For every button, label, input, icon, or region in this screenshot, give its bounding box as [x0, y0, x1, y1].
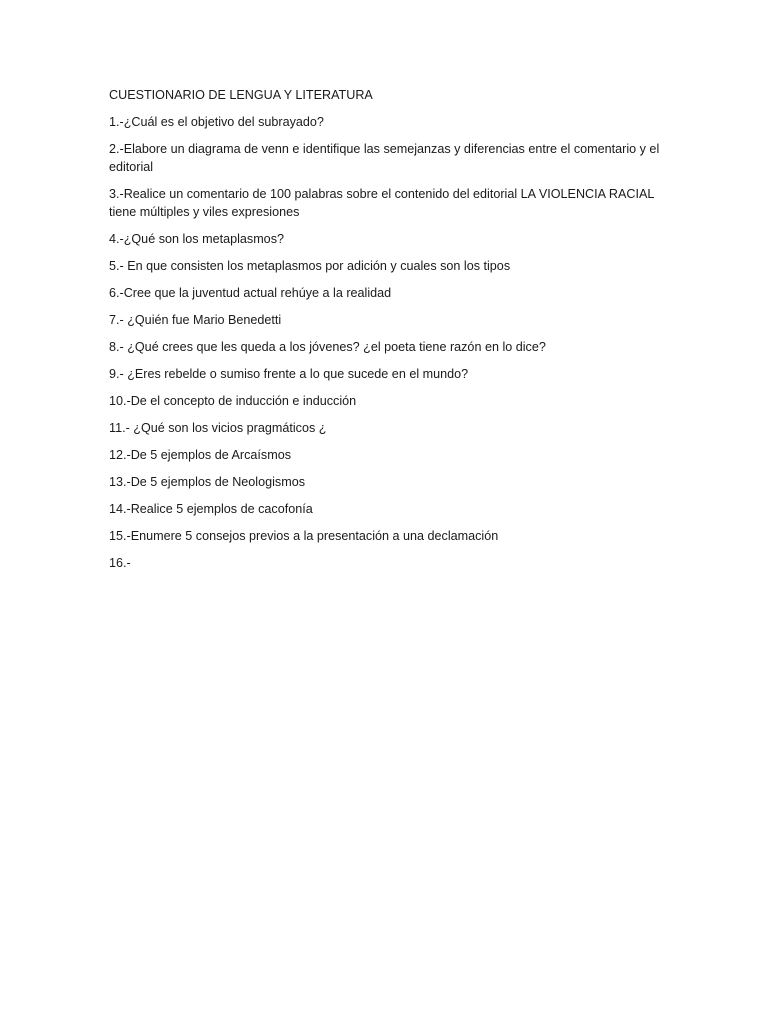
question-7: 7.- ¿Quién fue Mario Benedetti — [109, 313, 282, 327]
question-4: 4.-¿Qué son los metaplasmos? — [109, 232, 284, 246]
question-10: 10.-De el concepto de inducción e inducción — [109, 394, 357, 408]
question-9: 9.- ¿Eres rebelde o sumiso frente a lo que sucede en el mundo? — [109, 367, 469, 381]
question-16: 16.- — [109, 556, 131, 570]
question-5: 5.- En que consisten los metaplasmos por adición y cuales son los tipos — [109, 259, 511, 273]
question-6: 6.-Cree que la juventud actual rehúye a la realidad — [109, 286, 392, 300]
document-content — [109, 86, 669, 581]
question-2: 2.-Elabore un diagrama de venn e identifique las semejanzas y diferencias entre el comentario y el editorial — [109, 142, 660, 174]
question-11: 11.- ¿Qué son los vicios pragmáticos ¿ — [109, 421, 327, 435]
question-3: 3.-Realice un comentario de 100 palabras sobre el contenido del editorial LA VIOLENCIA RACIAL tiene múltiples y viles expresiones — [109, 187, 654, 219]
question-8: 8.- ¿Qué crees que les queda a los jóvenes? ¿el poeta tiene razón en lo dice? — [109, 340, 546, 354]
question-12: 12.-De 5 ejemplos de Arcaísmos — [109, 448, 291, 462]
question-14: 14.-Realice 5 ejemplos de cacofonía — [109, 502, 313, 516]
document-title: CUESTIONARIO DE LENGUA Y LITERATURA — [109, 88, 373, 102]
question-13: 13.-De 5 ejemplos de Neologismos — [109, 475, 306, 489]
question-1: 1.-¿Cuál es el objetivo del subrayado? — [109, 115, 324, 129]
question-15: 15.-Enumere 5 consejos previos a la presentación a una declamación — [109, 529, 499, 543]
